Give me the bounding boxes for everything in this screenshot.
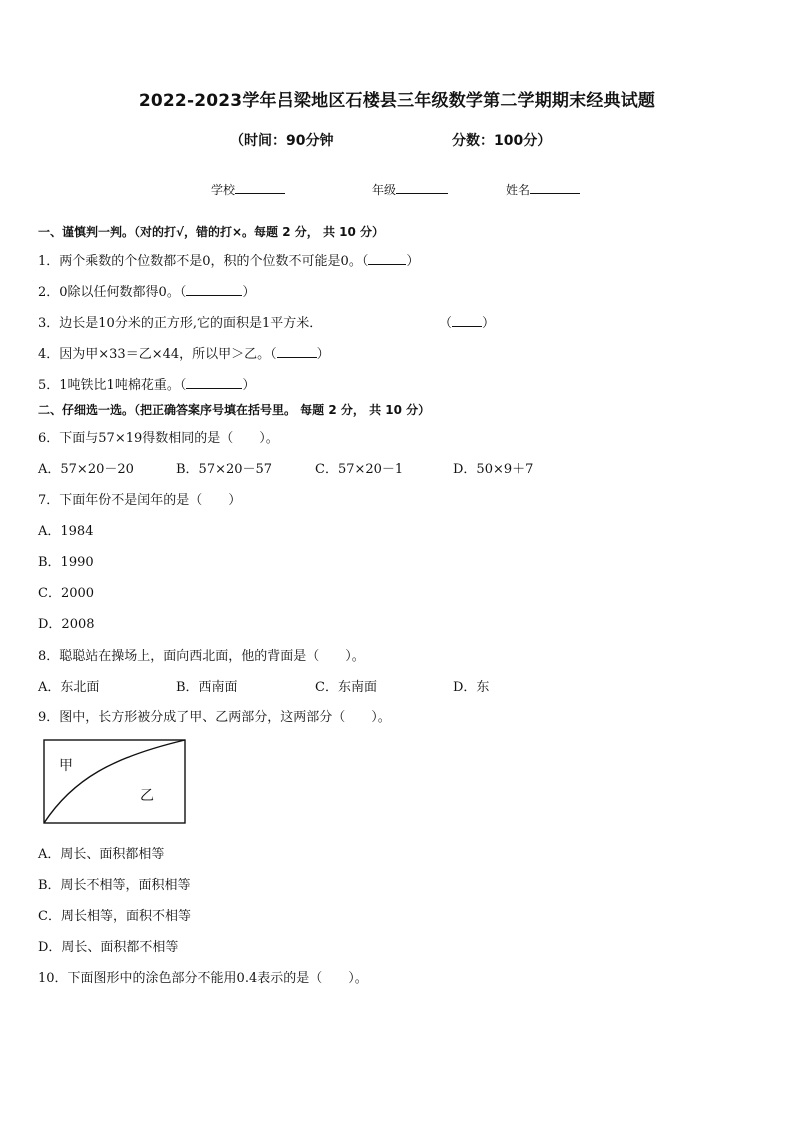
answer-blank-5[interactable] <box>186 376 242 389</box>
question-2-text: 2．0除以任何数都得0。（ <box>38 285 187 300</box>
option-7d[interactable]: D．2008 <box>38 617 95 632</box>
option-6d[interactable]: D．50×9＋7 <box>453 462 534 477</box>
question-8: 8．聪聪站在操场上，面向西北面，他的背面是（ ）。 <box>38 649 365 664</box>
name-blank[interactable] <box>530 181 580 194</box>
region-label-b: 乙 <box>140 788 154 804</box>
school-field <box>211 181 285 198</box>
exam-time: （时间：90分钟 <box>230 133 334 149</box>
paren-close: ） <box>242 285 256 300</box>
answer-blank-1[interactable] <box>368 252 406 265</box>
section-2-title: 二、仔细选一选。（把正确答案序号填在括号里。 每题 2 分， 共 10 分） <box>38 403 431 417</box>
region-label-a: 甲 <box>59 758 73 774</box>
grade-field <box>372 181 448 198</box>
question-5 <box>38 374 255 393</box>
option-8c[interactable]: C．东南面 <box>315 680 377 695</box>
question-3-text: 3．边长是10分米的正方形,它的面积是1平方米． <box>38 316 323 331</box>
question-1 <box>38 250 419 269</box>
paren-close: ） <box>482 316 496 331</box>
option-9b[interactable]: B．周长不相等，面积相等 <box>38 878 191 893</box>
option-7c[interactable]: C．2000 <box>38 586 95 601</box>
rectangle-outline <box>44 740 185 823</box>
question-5-text: 5．1吨铁比1吨棉花重。（ <box>38 378 187 393</box>
question-7: 7．下面年份不是闰年的是（ ） <box>38 493 242 508</box>
option-7b[interactable]: B．1990 <box>38 555 94 570</box>
question-4-text: 4．因为甲×33＝乙×44，所以甲＞乙。（ <box>38 347 277 362</box>
option-9c[interactable]: C．周长相等，面积不相等 <box>38 909 191 924</box>
answer-blank-4[interactable] <box>277 345 317 358</box>
option-8d[interactable]: D．东 <box>453 680 490 695</box>
question-2 <box>38 281 255 300</box>
question-1-text: 1．两个乘数的个位数都不是0，积的个位数不可能是0。（ <box>38 254 369 269</box>
question-4 <box>38 343 330 362</box>
grade-blank[interactable] <box>396 181 448 194</box>
paren-open: （ <box>439 316 453 331</box>
section-1-title: 一、谨慎判一判。（对的打√，错的打×。每题 2 分， 共 10 分） <box>38 225 384 239</box>
option-6a[interactable]: A．57×20－20 <box>38 462 134 477</box>
answer-blank-2[interactable] <box>186 283 242 296</box>
option-8b[interactable]: B．西南面 <box>176 680 238 695</box>
exam-title: 2022-2023学年吕梁地区石楼县三年级数学第二学期期末经典试题 <box>138 91 656 111</box>
option-6b[interactable]: B．57×20－57 <box>176 462 273 477</box>
name-field <box>506 181 580 198</box>
dividing-curve <box>44 740 185 823</box>
option-9a[interactable]: A．周长、面积都相等 <box>38 847 165 862</box>
question-3 <box>38 312 322 331</box>
option-9d[interactable]: D．周长、面积都不相等 <box>38 940 179 955</box>
rectangle-figure <box>43 739 187 825</box>
school-label: 学校 <box>211 183 236 197</box>
option-6c[interactable]: C．57×20－1 <box>315 462 404 477</box>
paren-close: ） <box>242 378 256 393</box>
school-blank[interactable] <box>235 181 285 194</box>
option-8a[interactable]: A．东北面 <box>38 680 100 695</box>
grade-label: 年级 <box>372 183 397 197</box>
paren-close: ） <box>406 254 420 269</box>
exam-score: 分数：100分） <box>452 133 552 149</box>
name-label: 姓名 <box>506 183 531 197</box>
paren-close: ） <box>316 347 330 362</box>
question-6: 6．下面与57×19得数相同的是（ ）。 <box>38 431 279 446</box>
question-3-answer <box>439 312 495 331</box>
answer-blank-3[interactable] <box>452 314 482 327</box>
question-10: 10．下面图形中的涂色部分不能用0.4表示的是（ ）。 <box>38 971 368 986</box>
option-7a[interactable]: A．1984 <box>38 524 94 539</box>
question-9: 9．图中，长方形被分成了甲、乙两部分，这两部分（ ）。 <box>38 710 391 725</box>
